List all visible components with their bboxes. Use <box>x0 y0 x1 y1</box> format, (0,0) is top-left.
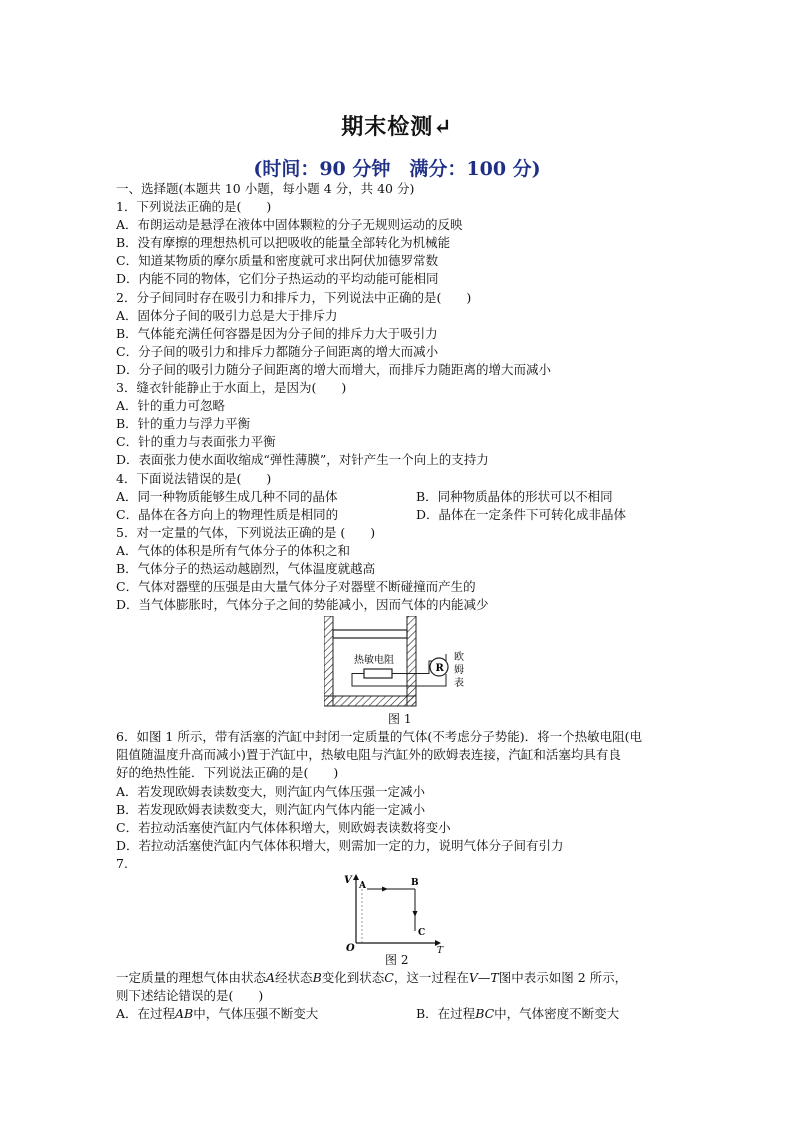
origin-label: O <box>346 943 355 953</box>
q6-option-d: D．若拉动活塞使汽缸内气体体积增大，则需加一定的力，说明气体分子间有引力 <box>116 837 564 853</box>
q1-option-d: D．内能不同的物体，它们分子热运动的平均动能可能相同 <box>116 271 439 287</box>
q3-option-a: A．针的重力可忽略 <box>116 398 226 414</box>
q5-option-b: B．气体分子的热运动越剧烈，气体温度就越高 <box>116 560 376 576</box>
point-a-label: A <box>359 881 366 891</box>
thermistor-label: 热敏电阻 <box>354 655 394 667</box>
q7-stem-1-part: 经状态 <box>275 970 313 985</box>
q4-option-a: A．同一种物质能够生成几种不同的晶体 <box>116 488 338 504</box>
q5-option-d: D．当气体膨胀时，气体分子之间的势能减小，因而气体的内能减少 <box>116 597 489 613</box>
q7-stem-1 <box>116 969 696 987</box>
cylinder-diagram <box>324 616 524 710</box>
q1-stem: 1．下列说法正确的是( ) <box>116 199 272 215</box>
q7-stem-2: 则下述结论错误的是( ) <box>116 988 264 1004</box>
ohmmeter-label-3: 表 <box>454 678 464 690</box>
q3-stem: 3．缝衣针能静止于水面上，是因为( ) <box>116 380 347 396</box>
thermistor <box>364 669 392 678</box>
process-bc-arrow <box>413 911 418 917</box>
q2-option-d: D．分子间的吸引力随分子间距离的增大而增大，而排斥力随距离的增大而减小 <box>116 361 552 377</box>
q7-state-c: C <box>384 970 394 985</box>
q7-option-a <box>116 1005 416 1023</box>
q4-option-b: B．同种物质晶体的形状可以不相同 <box>416 488 613 504</box>
ohmmeter-symbol: R <box>435 663 444 675</box>
cylinder-bottom <box>324 696 416 706</box>
v-axis-arrow <box>353 874 359 880</box>
figure-1-caption: 图 1 <box>388 712 412 727</box>
q7-option-a-var: AB <box>175 1006 194 1022</box>
q7-option-a-post: 中，气体压强不断变大 <box>193 1006 319 1022</box>
q7-option-b-post: 中，气体密度不断变大 <box>494 1006 620 1022</box>
q2-option-c: C．分子间的吸引力和排斥力都随分子间距离的增大而减小 <box>116 343 439 359</box>
q4-row-1 <box>116 488 696 506</box>
q4-option-c: C．晶体在各方向上的物理性质是相同的 <box>116 506 339 522</box>
q7-option-b-var: BC <box>475 1006 495 1022</box>
exam-body <box>116 180 696 1023</box>
v-axis-label: V <box>344 875 352 886</box>
cylinder-wall-left <box>324 616 333 706</box>
q5-option-a: A．气体的体积是所有气体分子的体积之和 <box>116 542 351 558</box>
q6-option-b: B．若发现欧姆表读数变大，则汽缸内气体内能一定减小 <box>116 801 426 817</box>
q7-option-b-pre: B．在过程 <box>416 1006 476 1022</box>
q3-option-c: C．针的重力与表面张力平衡 <box>116 434 276 450</box>
q4-option-d: D．晶体在一定条件下可转化成非晶体 <box>416 506 627 522</box>
vt-diagram <box>340 873 450 953</box>
q7-row-1 <box>116 1005 696 1023</box>
figure-2 <box>116 873 696 969</box>
q2-option-b: B．气体能充满任何容器是因为分子间的排斥力大于吸引力 <box>116 325 438 341</box>
t-axis-label: T <box>437 946 444 953</box>
exam-info: (时间：90 分钟 满分：100 分) <box>253 158 541 180</box>
q6-option-a: A．若发现欧姆表读数变大，则汽缸内气体压强一定减小 <box>116 783 426 799</box>
q4-stem: 4．下面说法错误的是( ) <box>116 470 272 486</box>
q6-stem-2: 阻值随温度升高而减小)置于汽缸中，热敏电阻与汽缸外的欧姆表连接，汽缸和活塞均具有良 <box>116 747 621 763</box>
section-heading: 一、选择题(本题共 10 小题，每小题 4 分，共 40 分) <box>116 181 415 196</box>
q4-row-2 <box>116 506 696 524</box>
q2-option-a: A．固体分子间的吸引力总是大于排斥力 <box>116 307 338 323</box>
q7-stem-1-part: 图中表示如图 2 所示， <box>498 970 628 985</box>
ohmmeter-label-1: 欧 <box>454 652 464 664</box>
q6-stem-3: 好的绝热性能．下列说法正确的是( ) <box>116 765 339 781</box>
figure-1 <box>116 616 696 727</box>
q7-number: 7. <box>116 855 128 871</box>
point-c-label: C <box>418 928 426 938</box>
q7-stem-1-part: ，这一过程在 <box>393 970 469 985</box>
q7-option-b <box>416 1005 619 1023</box>
page-title: 期末检测↵ <box>341 114 453 140</box>
q7-var-t: T <box>490 970 499 985</box>
piston <box>333 630 407 638</box>
q7-state-a: A <box>266 970 276 985</box>
q7-stem-1-part: 变化到状态 <box>321 970 385 985</box>
q3-option-d: D．表面张力使水面收缩成“弹性薄膜”，对针产生一个向上的支持力 <box>116 452 489 468</box>
q2-stem: 2．分子间同时存在吸引力和排斥力，下列说法中正确的是( ) <box>116 289 472 305</box>
q1-option-a: A．布朗运动是悬浮在液体中固体颗粒的分子无规则运动的反映 <box>116 217 463 233</box>
q5-option-c: C．气体对器壁的压强是由大量气体分子对器壁不断碰撞而产生的 <box>116 579 476 595</box>
cylinder-wall-right <box>407 616 416 706</box>
q7-var-v: V <box>468 970 478 985</box>
q1-option-b: B．没有摩擦的理想热机可以把吸收的能量全部转化为机械能 <box>116 235 451 251</box>
q6-option-c: C．若拉动活塞使汽缸内气体体积增大，则欧姆表读数将变小 <box>116 819 451 835</box>
q1-option-c: C．知道某物质的摩尔质量和密度就可求出阿伏加德罗常数 <box>116 253 439 269</box>
ohmmeter-label-2: 姆 <box>454 665 464 677</box>
process-ab-arrow <box>382 887 388 892</box>
point-b-label: B <box>411 878 419 888</box>
q7-state-b: B <box>312 970 322 985</box>
q6-stem-1: 6．如图 1 所示，带有活塞的汽缸中封闭一定质量的气体(不考虑分子势能)．将一个热敏电阻(电 <box>116 729 642 745</box>
q7-option-a-pre: A．在过程 <box>116 1006 176 1022</box>
q3-option-b: B．针的重力与浮力平衡 <box>116 416 251 432</box>
q7-stem-1-part: 一定质量的理想气体由状态 <box>116 970 267 985</box>
figure-2-caption: 图 2 <box>385 953 409 967</box>
q5-stem: 5．对一定量的气体，下列说法正确的是 ( ) <box>116 524 376 540</box>
q7-dash: — <box>477 970 491 985</box>
